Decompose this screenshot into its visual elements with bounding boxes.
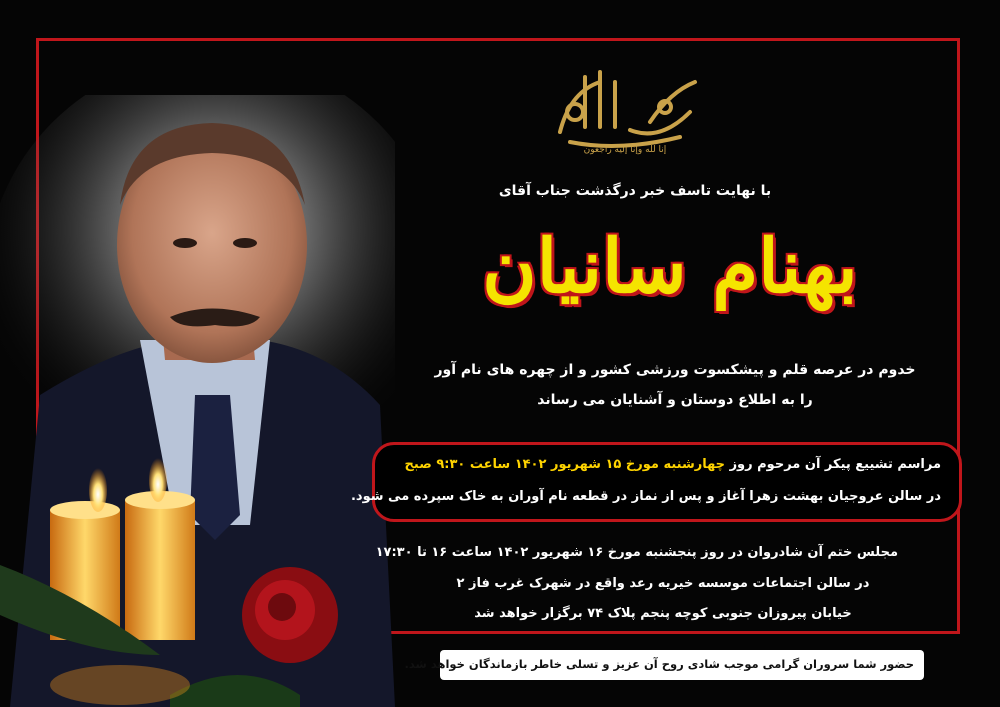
calligraphy-text: إنا لله وإنا إليه راجعون <box>583 145 667 155</box>
funeral-line-2: در سالن عروجیان بهشت زهرا آغاز و پس از نماز در قطعه نام آوران به خاک سپرده می شود. <box>350 489 941 504</box>
funeral-line-1 <box>381 457 941 472</box>
intro-text: با نهایت تاسف خبر درگذشت جناب آقای <box>498 183 772 199</box>
memorial-line-3: خیابان پیروزان جنوبی کوچه پنجم پلاک ۷۴ برگزار خواهد شد <box>474 606 852 621</box>
calligraphy-emblem <box>540 52 710 157</box>
description-line-1: خدوم در عرصه قلم و پیشکسوت ورزشی کشور و از چهره های نام آور <box>434 362 916 378</box>
funeral-date-highlight: چهارشنبه مورخ ۱۵ شهریور ۱۴۰۲ ساعت ۹:۳۰ صبح <box>404 457 726 472</box>
funeral-line-1-prefix: مراسم تشییع پیکر آن مرحوم روز <box>725 457 941 472</box>
funeral-info-box <box>350 442 962 522</box>
deceased-name: بهنام سانیان <box>482 224 858 310</box>
memorial-line-2: در سالن اجتماعات موسسه خیریه رعد واقع در شهرک غرب فاز ۲ <box>456 576 870 591</box>
closing-text: حضور شما سروران گرامی موجب شادی روح آن عزیز و تسلی خاطر بازماندگان خواهد شد. <box>404 657 914 671</box>
portrait-image <box>0 95 395 707</box>
description-line-2: را به اطلاع دوستان و آشنایان می رساند <box>537 392 813 408</box>
closing-box <box>404 650 924 680</box>
memorial-line-1: مجلس ختم آن شادروان در روز پنجشنبه مورخ ۱۶ شهریور ۱۴۰۲ ساعت ۱۶ تا ۱۷:۳۰ <box>375 545 898 560</box>
